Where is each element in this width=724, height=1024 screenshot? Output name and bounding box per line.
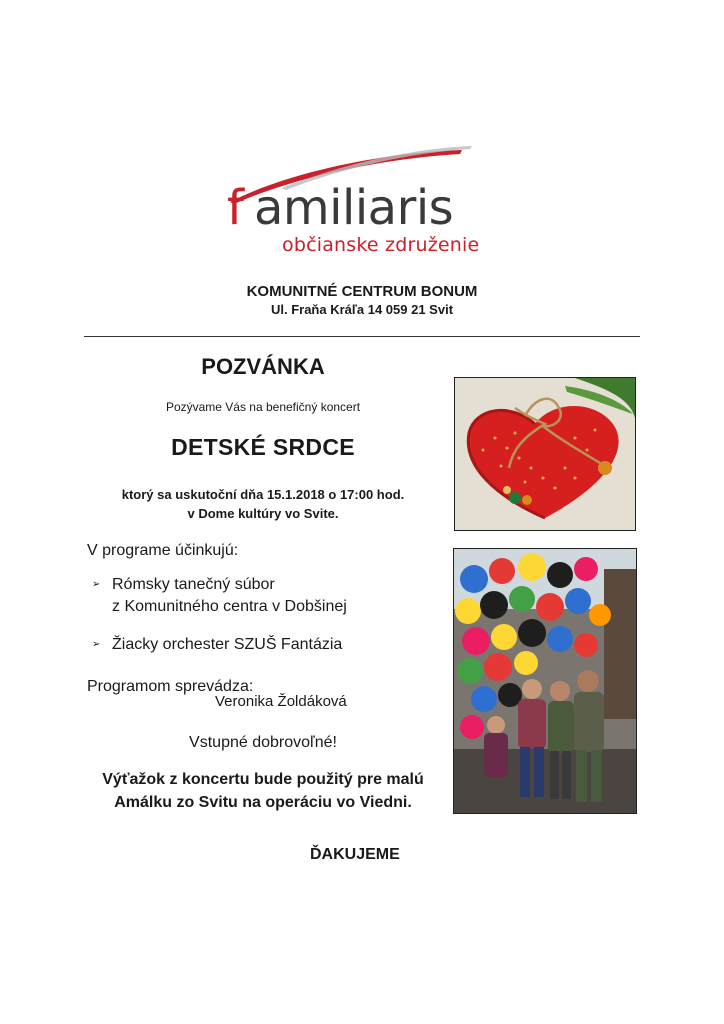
invitation-lead: Pozývame Vás na benefičný koncert	[165, 400, 361, 414]
program-item-detail: z Komunitného centra v Dobšinej	[112, 598, 347, 615]
invitation-title: POZVÁNKA	[201, 354, 325, 379]
arrow-bullet-icon: ➢	[92, 639, 101, 650]
admission-note: Vstupné dobrovoľné!	[189, 734, 337, 751]
logo-wordmark: amiliaris	[254, 180, 454, 236]
thanks-text: ĎAKUJEME	[310, 846, 400, 863]
familiaris-logo	[222, 140, 512, 260]
logo-subtitle: občianske združenie	[282, 234, 480, 256]
program-heading: V programe účinkujú:	[87, 542, 239, 559]
host-heading: Programom sprevádza:	[87, 678, 254, 695]
host-name: Veronika Žoldáková	[215, 693, 347, 710]
event-date: ktorý sa uskutoční dňa 15.1.2018 o 17:00 hod.	[121, 487, 405, 502]
event-venue: v Dome kultúry vo Svite.	[187, 506, 339, 521]
proceeds-note-line: Amálku zo Svitu na operáciu vo Viedni.	[114, 794, 412, 811]
program-item-label: Rómsky tanečný súbor	[112, 576, 275, 593]
organization-name: KOMUNITNÉ CENTRUM BONUM	[246, 283, 478, 300]
organization-address: Ul. Fraňa Kráľa 14 059 21 Svit	[270, 302, 454, 317]
heart-image-icon	[455, 378, 635, 530]
balloons-photo	[453, 548, 637, 814]
arrow-bullet-icon: ➢	[92, 579, 101, 590]
header-divider	[84, 336, 640, 337]
heart-photo	[454, 377, 636, 531]
event-title: DETSKÉ SRDCE	[171, 434, 355, 460]
proceeds-note-line: Výťažok z koncertu bude použitý pre malú	[102, 771, 424, 788]
program-item-label: Žiacky orchester SZUŠ Fantázia	[112, 636, 343, 653]
logo-initial: f	[227, 180, 244, 236]
balloons-image-icon	[454, 549, 636, 813]
